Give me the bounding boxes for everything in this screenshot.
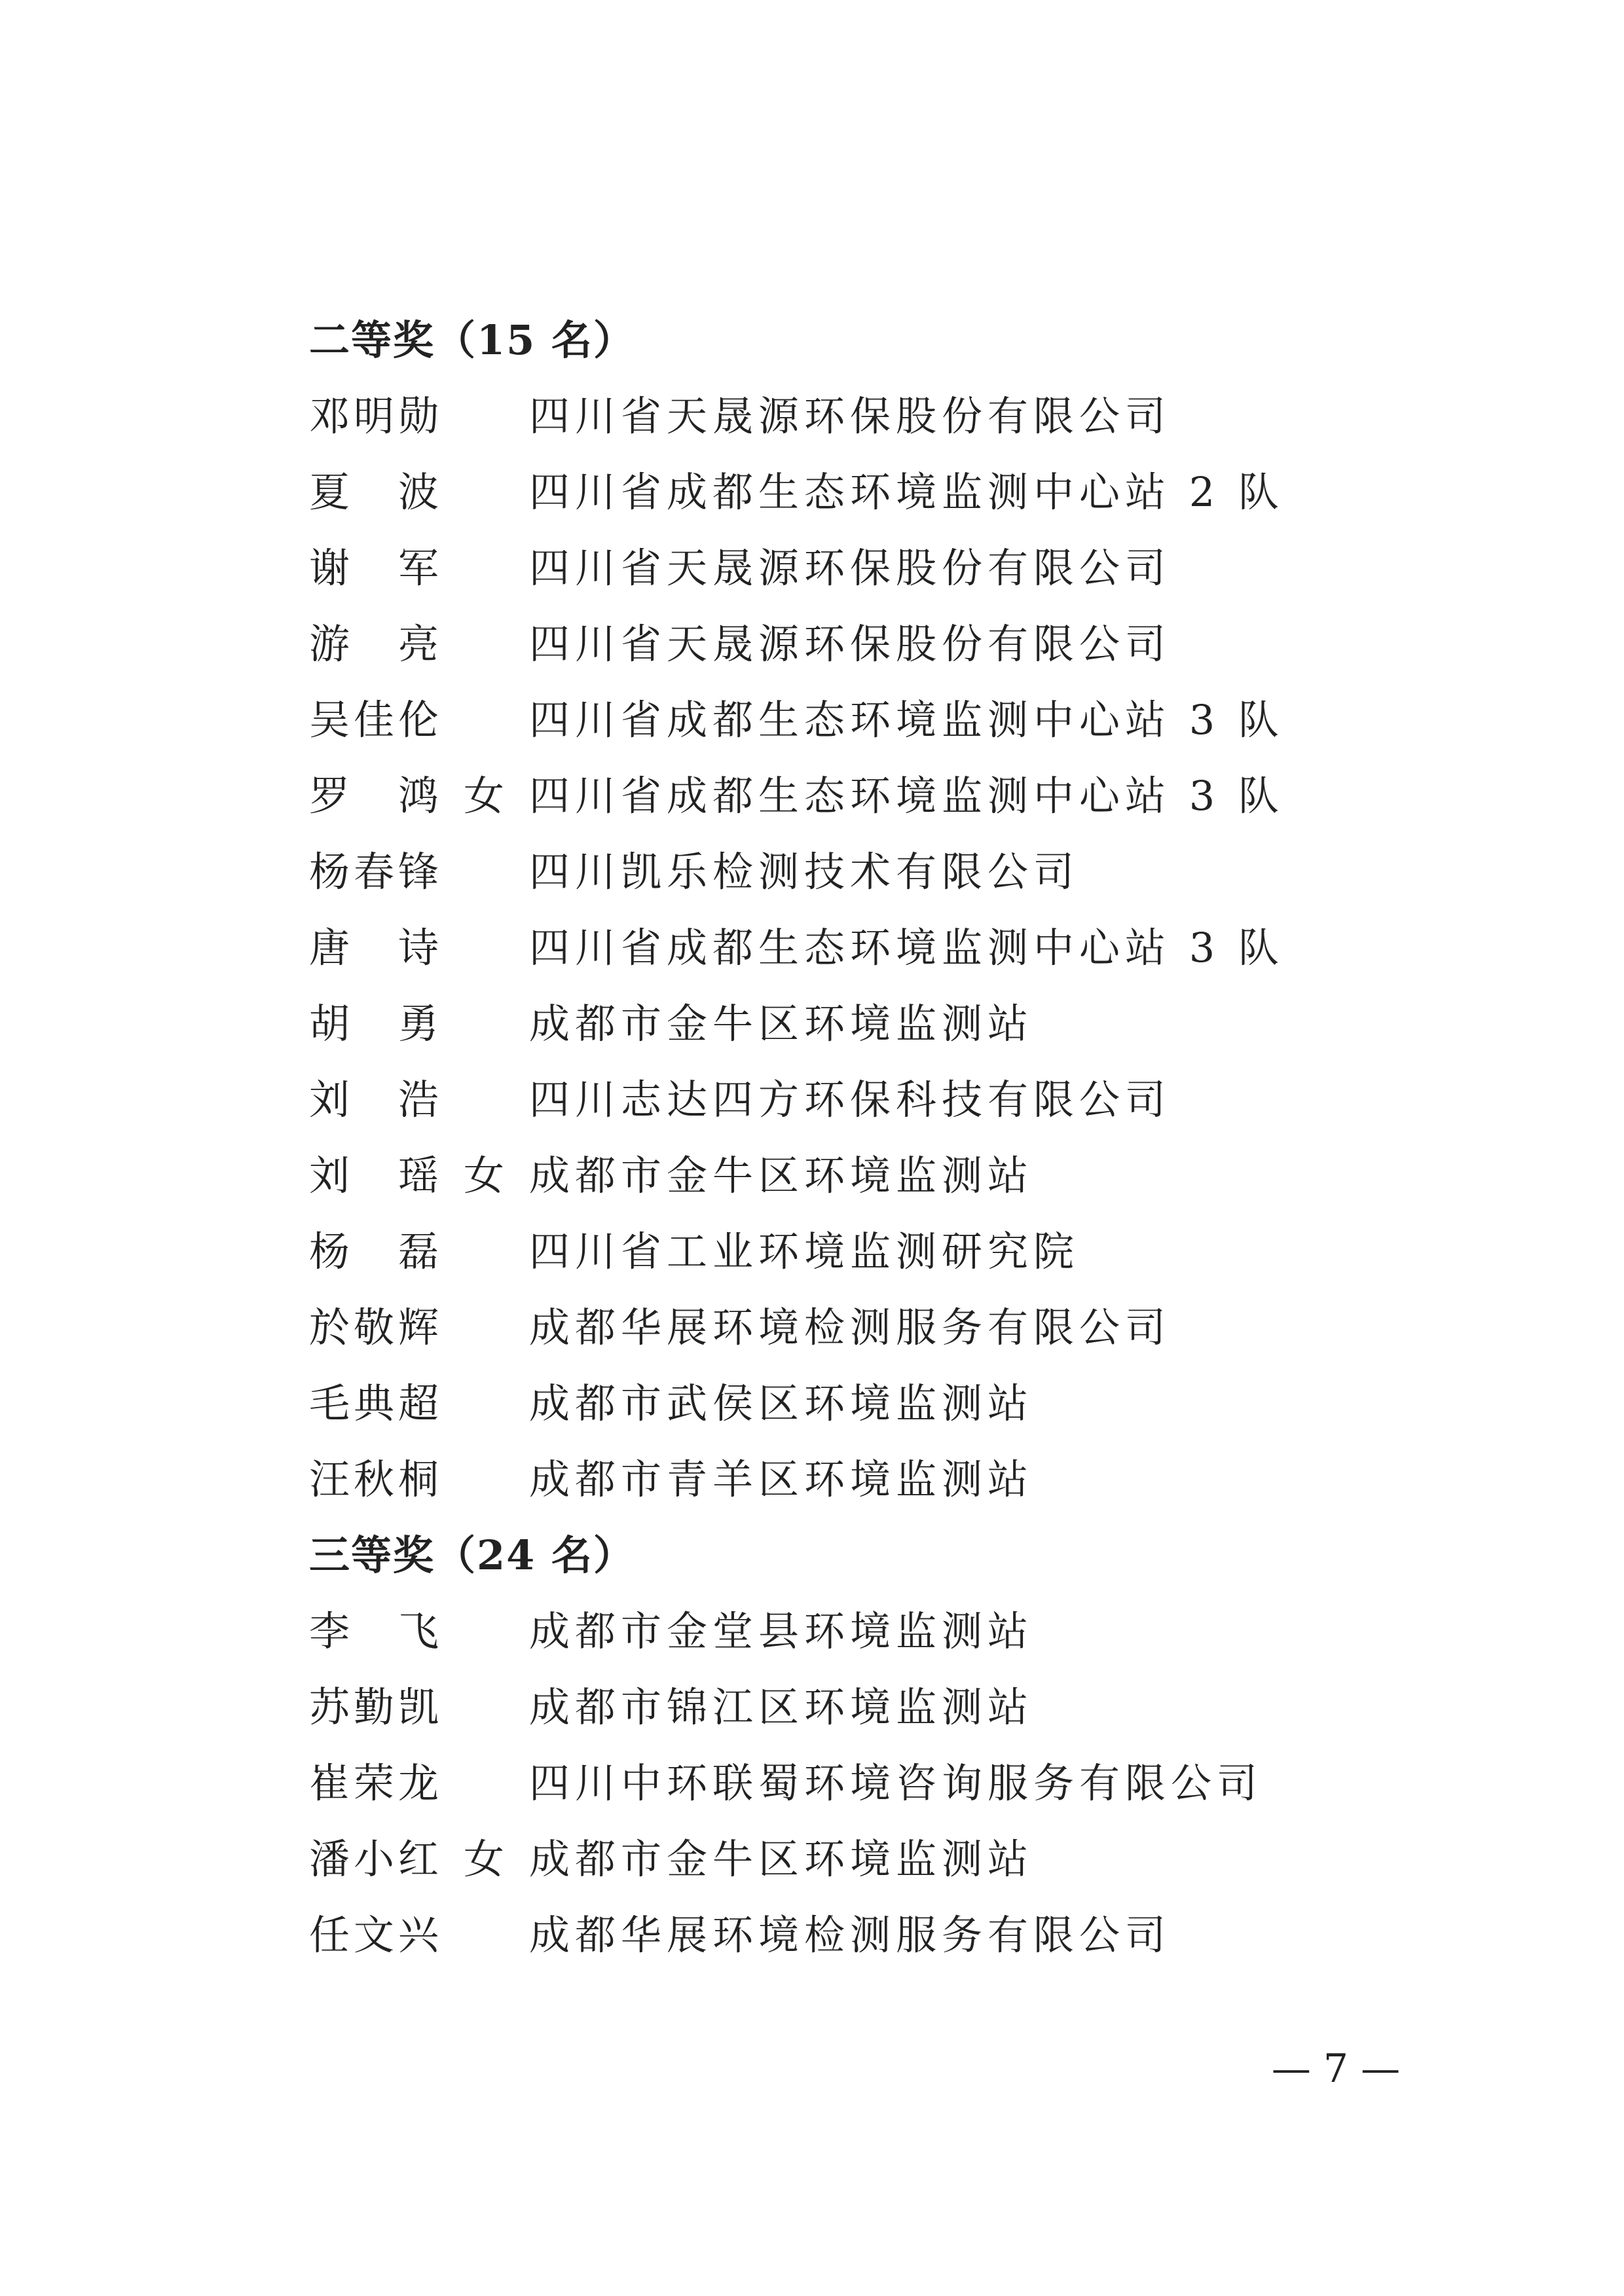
awardee-org: 成都市锦江区环境监测站 (529, 1683, 1034, 1731)
awardee-name: 任文兴 (309, 1911, 443, 1959)
awardee-org: 成都华展环境检测服务有限公司 (529, 1303, 1172, 1351)
awardee-gender: 女 (464, 1835, 505, 1883)
awardee-org: 成都市武侯区环境监测站 (529, 1379, 1034, 1427)
awardee-name: 杨 磊 (309, 1228, 443, 1275)
awardee-name: 杨春锋 (309, 848, 443, 896)
awardee-org: 四川中环联蜀环境咨询服务有限公司 (529, 1759, 1263, 1807)
awardee-org: 四川凯乐检测技术有限公司 (529, 848, 1080, 896)
awardee-org: 四川志达四方环保科技有限公司 (529, 1076, 1172, 1123)
awardee-name: 李 飞 (309, 1607, 443, 1655)
awardee-name: 吴佳伦 (309, 696, 443, 744)
awardee-gender: 女 (464, 772, 505, 820)
awardee-name: 毛典超 (309, 1379, 443, 1427)
awardee-org: 成都华展环境检测服务有限公司 (529, 1911, 1172, 1959)
page-number: — 7 — (1271, 2046, 1401, 2092)
awardee-name: 汪秋桐 (309, 1455, 443, 1503)
awardee-org: 四川省天晟源环保股份有限公司 (529, 392, 1172, 440)
awardee-org: 四川省天晟源环保股份有限公司 (529, 620, 1172, 668)
awardee-name: 游 亮 (309, 620, 443, 668)
awardee-name: 夏 波 (309, 468, 443, 516)
awardee-name: 罗 鸿 (309, 772, 443, 820)
awardee-org: 四川省工业环境监测研究院 (529, 1228, 1080, 1275)
awardee-name: 於敬辉 (309, 1303, 443, 1351)
awardee-org: 成都市金堂县环境监测站 (529, 1607, 1034, 1655)
awardee-org: 四川省成都生态环境监测中心站 3 队 (529, 924, 1284, 972)
awardee-org: 成都市金牛区环境监测站 (529, 1152, 1034, 1199)
awardee-name: 刘 瑶 (309, 1152, 443, 1199)
awardee-org: 成都市青羊区环境监测站 (529, 1455, 1034, 1503)
section-heading-third-prize: 三等奖（24 名） (309, 1531, 635, 1579)
awardee-gender: 女 (464, 1152, 505, 1199)
awardee-name: 刘 浩 (309, 1076, 443, 1123)
awardee-org: 四川省成都生态环境监测中心站 2 队 (529, 468, 1284, 516)
awardee-name: 唐 诗 (309, 924, 443, 972)
awardee-name: 苏勤凯 (309, 1683, 443, 1731)
awardee-name: 崔荣龙 (309, 1759, 443, 1807)
section-heading-second-prize: 二等奖（15 名） (309, 316, 635, 364)
awardee-name: 谢 军 (309, 544, 443, 592)
awardee-org: 四川省成都生态环境监测中心站 3 队 (529, 696, 1284, 744)
awardee-org: 成都市金牛区环境监测站 (529, 1000, 1034, 1048)
awardee-org: 四川省天晟源环保股份有限公司 (529, 544, 1172, 592)
awardee-org: 成都市金牛区环境监测站 (529, 1835, 1034, 1883)
awardee-name: 潘小红 (309, 1835, 443, 1883)
awardee-org: 四川省成都生态环境监测中心站 3 队 (529, 772, 1284, 820)
awardee-name: 胡 勇 (309, 1000, 443, 1048)
awardee-name: 邓明勋 (309, 392, 443, 440)
